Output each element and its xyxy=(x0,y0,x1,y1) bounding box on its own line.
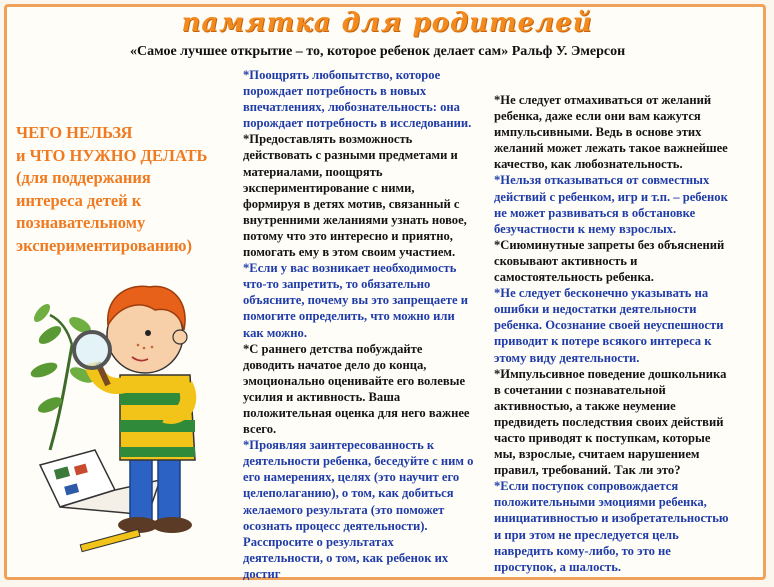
text-line: проступок, а шалость. xyxy=(494,559,622,574)
recommendation-paragraph xyxy=(494,237,754,285)
heading-line: и ЧТО НУЖНО ДЕЛАТЬ xyxy=(16,145,208,165)
text-line: всего. xyxy=(243,422,277,437)
recommendation-paragraph xyxy=(494,172,754,236)
text-line: достиг xyxy=(243,566,281,581)
text-line: усилия и активность. Ваша xyxy=(243,389,401,404)
recommendation-paragraph xyxy=(494,366,754,479)
text-line: *Не следует отмахиваться от желаний xyxy=(494,93,712,107)
text-line: активностью, а также неумение xyxy=(494,398,676,413)
text-line: навредить кому-либо, то это не xyxy=(494,543,671,558)
text-line: целеполаганию), о том, как добиться xyxy=(243,486,454,501)
text-line: желаний может лежать такое важнейшее xyxy=(494,141,728,156)
text-line: действий с ребенком, игр и т.п. – ребенок xyxy=(494,189,728,204)
heading-line: (для поддержания xyxy=(16,168,151,187)
text-line: импульсивными. Ведь в основе этих xyxy=(494,125,702,140)
pencil-icon xyxy=(80,529,140,551)
recommendation-paragraph xyxy=(243,131,478,260)
text-line: этому виду деятельности. xyxy=(494,350,640,365)
text-line: предвидеть последствия своих действий xyxy=(494,414,724,429)
text-line: деятельности ребенка, беседуйте с ним о xyxy=(243,454,474,469)
heading-line: интереса детей к xyxy=(16,190,142,210)
text-line: *Поощрять любопытство, которое xyxy=(243,68,441,82)
text-line: объясните, почему вы это запрещаете и xyxy=(243,293,468,308)
text-line: ошибки и недостатки деятельности xyxy=(494,302,697,317)
text-line: желаемого результата (это поможет xyxy=(243,502,445,517)
text-line: эмоционально оценивайте его волевые xyxy=(243,373,466,388)
text-line: *Импульсивное поведение дошкольника xyxy=(494,366,727,381)
text-line: его намерениях, целях (это научит его xyxy=(243,470,460,485)
text-line: *Если поступок сопровождается xyxy=(494,479,679,494)
text-line: впечатлениях, любознательность: она xyxy=(243,100,460,115)
text-line: порождает потребность в исследовании. xyxy=(243,116,472,131)
text-line: помогать ему в этом своим участием. xyxy=(243,245,456,260)
recommendation-paragraph xyxy=(243,341,478,438)
text-line: *Сиюминутные запреты без объяснений xyxy=(494,237,725,252)
text-line: в сочетании с познавательной xyxy=(494,382,666,397)
recommendation-paragraph xyxy=(243,67,478,131)
text-line: как можно. xyxy=(243,325,307,340)
recommendation-paragraph xyxy=(243,260,478,340)
recommendations-column-left xyxy=(243,67,478,582)
text-line: ребенка. Осознание своей неуспешности xyxy=(494,318,724,333)
page-title: памятка для родителей xyxy=(181,8,593,38)
text-line: *Если у вас возникает необходимость xyxy=(243,261,457,276)
recommendations-column-right xyxy=(494,92,754,575)
text-line: сковывают активность и xyxy=(494,253,638,268)
text-line: *Нельзя отказываться от совместных xyxy=(494,173,710,188)
text-line: инициативностью и изобретательностью xyxy=(494,511,729,526)
text-line: ребенка, даже если они вам кажутся xyxy=(494,109,701,124)
text-line: безучастности к нему взрослых. xyxy=(494,221,677,236)
text-line: помогите определить, что можно или xyxy=(243,309,455,324)
heading-line: ЧЕГО НЕЛЬЗЯ xyxy=(16,123,133,142)
heading-line: познавательному xyxy=(16,213,146,232)
epigraph-quote: «Самое лучшее открытие – то, которое ребенок делает сам» Ральф У. Эмерсон xyxy=(130,44,626,59)
text-line: приводит к потере всякого интереса к xyxy=(494,334,712,349)
text-line: осознать процесс деятельности). xyxy=(243,518,428,533)
text-line: деятельности, о том, как ребенок их xyxy=(243,550,449,565)
recommendation-paragraph xyxy=(494,285,754,365)
text-line: не может развиваться в обстановке xyxy=(494,205,696,220)
text-line: действовать с разными предметами и xyxy=(243,148,458,163)
text-line: что-то запретить, то обязательно xyxy=(243,277,431,292)
text-line: потому что это интересно и приятно, xyxy=(243,228,453,243)
text-line: формируя в детях мотив, связанный с xyxy=(243,196,460,211)
text-line: мы, взрослые, считаем нарушением xyxy=(494,447,700,462)
text-line: Расспросите о результатах xyxy=(243,534,394,549)
text-line: положительными эмоциями ребенка, xyxy=(494,495,707,510)
recommendation-paragraph xyxy=(494,92,754,172)
text-line: часто приводят к поступкам, которые xyxy=(494,430,711,445)
section-heading xyxy=(16,122,241,257)
text-line: положительная оценка для него важнее xyxy=(243,405,470,420)
text-line: порождает потребность в новых xyxy=(243,84,427,99)
text-line: доводить начатое дело до конца, xyxy=(243,357,427,372)
text-line: экспериментирование с ними, xyxy=(243,180,415,195)
text-line: *Не следует бесконечно указывать на xyxy=(494,286,709,301)
plant-icon xyxy=(29,301,97,450)
text-line: внутренними желаниями узнать новое, xyxy=(243,212,467,227)
text-line: *С раннего детства побуждайте xyxy=(243,341,423,356)
text-line: качество, как любознательность. xyxy=(494,157,683,172)
text-line: правил, требований. Так ли это? xyxy=(494,463,681,478)
text-line: самостоятельность ребенка. xyxy=(494,270,654,285)
child-with-magnifier-illustration xyxy=(20,275,230,575)
recommendation-paragraph xyxy=(494,478,754,575)
recommendation-paragraph xyxy=(243,437,478,582)
heading-line: экспериментированию) xyxy=(16,235,193,255)
text-line: и при этом не преследуется цель xyxy=(494,527,679,542)
text-line: материалами, поощрять xyxy=(243,164,383,179)
text-line: *Проявляя заинтересованность к xyxy=(243,438,435,453)
text-line: *Предоставлять возможность xyxy=(243,132,413,147)
